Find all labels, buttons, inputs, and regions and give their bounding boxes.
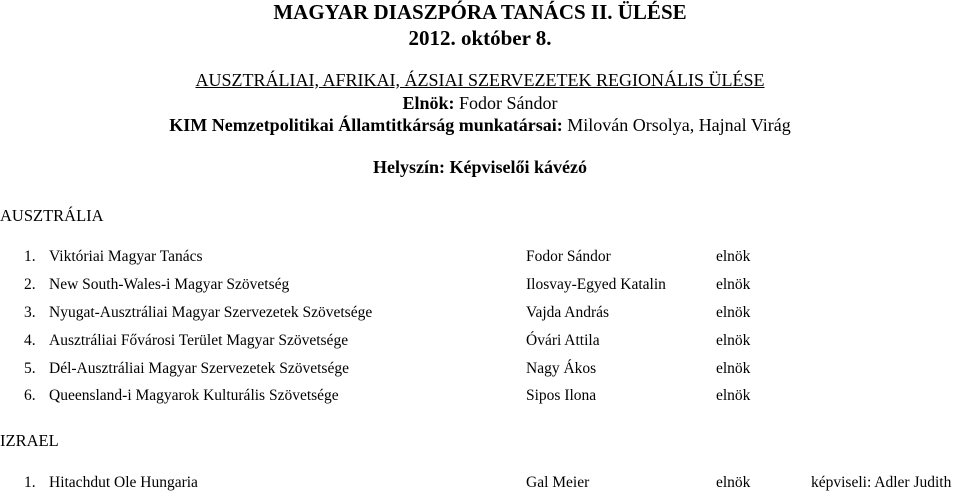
- organization-name: New South-Wales-i Magyar Szövetség: [49, 276, 290, 293]
- table-row: [0, 301, 960, 325]
- chair-value: Fodor Sándor: [459, 93, 558, 113]
- row-number: 2.: [24, 276, 36, 293]
- person-name: Ilosvay-Egyed Katalin: [526, 276, 666, 293]
- staff-label: KIM Nemzetpolitikai Államtitkárság munkatársai:: [169, 115, 563, 135]
- organization-name: Queensland-i Magyarok Kulturális Szövetsége: [49, 387, 339, 404]
- table-row: [0, 357, 960, 381]
- section-title-australia: AUSZTRÁLIA: [0, 206, 104, 225]
- person-name: Fodor Sándor: [526, 248, 611, 265]
- row-number: 4.: [24, 332, 36, 349]
- row-number: 1.: [24, 248, 36, 265]
- person-role: elnök: [716, 304, 751, 321]
- session-title: AUSZTRÁLIAI, AFRIKAI, ÁZSIAI SZERVEZETEK REGIONÁLIS ÜLÉSE: [195, 70, 765, 90]
- organization-name: Hitachdut Ole Hungaria: [49, 474, 198, 491]
- document-title: MAGYAR DIASZPÓRA TANÁCS II. ÜLÉSE: [273, 0, 687, 24]
- organization-name: Nyugat-Ausztráliai Magyar Szervezetek Szövetsége: [49, 304, 373, 321]
- person-name: Vajda András: [526, 304, 610, 321]
- organization-name: Viktóriai Magyar Tanács: [49, 248, 203, 265]
- venue: Helyszín: Képviselői kávézó: [373, 157, 587, 177]
- table-row: [0, 273, 960, 297]
- staff-line: [0, 115, 960, 135]
- staff-value: Milován Orsolya, Hajnal Virág: [567, 115, 791, 135]
- person-name: Gal Meier: [526, 474, 590, 491]
- person-role: elnök: [716, 332, 751, 349]
- table-row: [0, 329, 960, 353]
- table-row: [0, 384, 960, 408]
- table-row: [0, 471, 960, 495]
- person-role: elnök: [716, 360, 751, 377]
- organization-name: Ausztráliai Fővárosi Terület Magyar Szövetsége: [49, 332, 349, 349]
- row-number: 3.: [24, 304, 36, 321]
- person-name: Sipos Ilona: [526, 387, 597, 404]
- organization-name: Dél-Ausztráliai Magyar Szervezetek Szövetsége: [49, 360, 349, 377]
- person-role: elnök: [716, 276, 751, 293]
- person-name: Nagy Ákos: [526, 360, 597, 377]
- person-role: elnök: [716, 387, 751, 404]
- section-title-israel: IZRAEL: [0, 431, 59, 450]
- row-number: 1.: [24, 474, 36, 491]
- table-row: [0, 245, 960, 269]
- chair-line: [0, 93, 960, 113]
- row-number: 6.: [24, 387, 36, 404]
- person-role: elnök: [716, 248, 751, 265]
- person-role: elnök: [716, 474, 751, 491]
- person-name: Óvári Attila: [526, 332, 600, 349]
- representative-note: képviseli: Adler Judith: [811, 474, 952, 491]
- chair-label: Elnök:: [402, 93, 455, 113]
- row-number: 5.: [24, 360, 36, 377]
- document-date: 2012. október 8.: [408, 26, 552, 50]
